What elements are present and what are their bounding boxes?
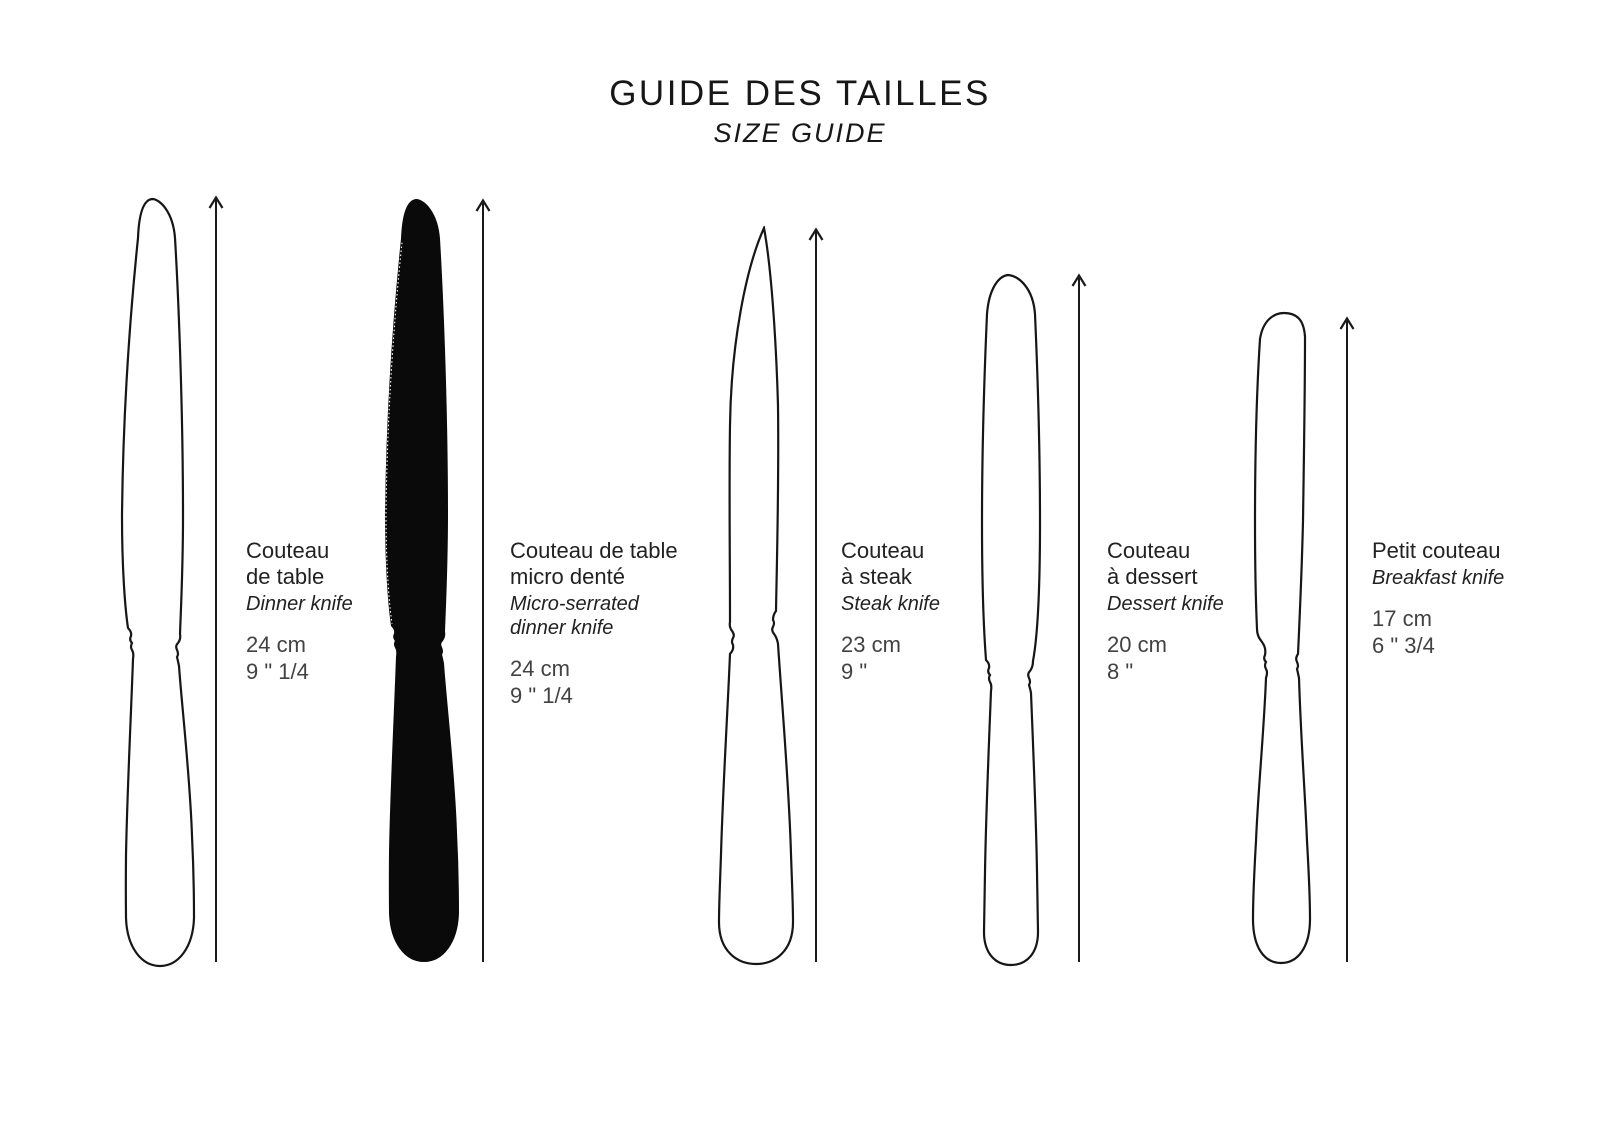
size-inches: 9 " 1/4 — [510, 683, 573, 708]
knife-label — [246, 538, 476, 685]
page-subtitle: SIZE GUIDE — [713, 118, 887, 148]
height-arrow — [473, 197, 493, 963]
size-cm: 24 cm — [510, 656, 570, 681]
dessert-knife-illustration — [979, 272, 1043, 967]
knife-name-fr: Couteau à dessert — [1107, 538, 1198, 589]
height-arrow — [206, 194, 226, 963]
size-cm: 20 cm — [1107, 632, 1167, 657]
size-inches: 9 " 1/4 — [246, 659, 309, 684]
knife-name-en: Micro-serrated dinner knife — [510, 593, 639, 639]
steak-knife-illustration — [716, 226, 796, 966]
knife-label — [1372, 538, 1600, 659]
knife-name-fr: Couteau de table micro denté — [510, 538, 678, 589]
knife-name-en: Steak knife — [841, 593, 940, 615]
knife-name-en: Dessert knife — [1107, 593, 1224, 615]
height-arrow — [1337, 315, 1357, 963]
knife-name-fr: Couteau de table — [246, 538, 330, 589]
size-cm: 24 cm — [246, 632, 306, 657]
knife-name-en: Breakfast knife — [1372, 567, 1505, 589]
knife-size — [510, 655, 740, 709]
dinner-knife-illustration — [118, 196, 198, 968]
height-arrow — [1069, 272, 1089, 963]
page-header — [0, 74, 1600, 149]
page-title: GUIDE DES TAILLES — [609, 74, 991, 113]
knife-name-fr: Couteau à steak — [841, 538, 925, 589]
knife-name-fr: Petit couteau — [1372, 538, 1501, 563]
knife-size — [841, 631, 1071, 685]
knife-size — [1107, 631, 1337, 685]
knife-label — [841, 538, 1071, 685]
knife-size — [1372, 605, 1600, 659]
size-inches: 6 " 3/4 — [1372, 633, 1435, 658]
serration-texture — [386, 243, 402, 624]
size-cm: 23 cm — [841, 632, 901, 657]
knife-label — [510, 538, 740, 709]
micro-serrated-dinner-knife-illustration — [382, 197, 462, 963]
knife-name-en: Dinner knife — [246, 593, 353, 615]
height-arrow — [806, 226, 826, 963]
knife-size — [246, 631, 476, 685]
size-inches: 9 " — [841, 659, 868, 684]
size-inches: 8 " — [1107, 659, 1134, 684]
size-cm: 17 cm — [1372, 606, 1432, 631]
knife-label — [1107, 538, 1337, 685]
breakfast-knife-illustration — [1246, 311, 1318, 965]
